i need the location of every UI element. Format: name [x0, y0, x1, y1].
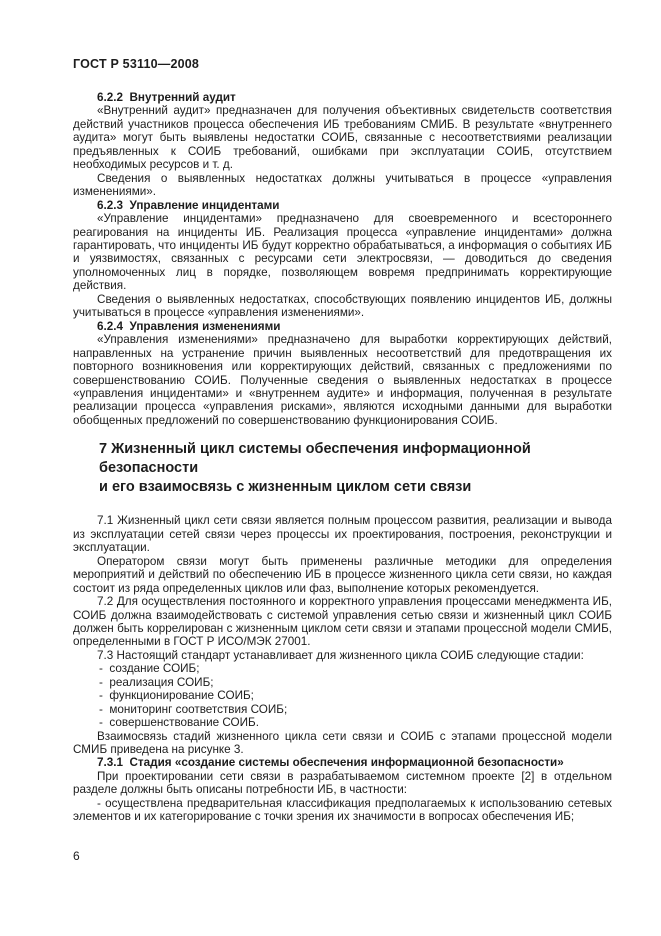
subsection-heading: 6.2.3 Управление инцидентами	[97, 198, 280, 212]
paragraph: Сведения о выявленных недостатках должны учитываться в процессе «управления изменениями».	[73, 171, 612, 199]
list-item: - реализация СОИБ;	[99, 675, 214, 689]
page-number: 6	[73, 849, 80, 863]
section-heading	[73, 440, 612, 497]
section-heading-line: 7 Жизненный цикл системы обеспечения информационной безопасности	[99, 441, 531, 477]
paragraph: «Управление инцидентами» предназначено для своевременного и всестороннего реагирования на инциденты ИБ. Реализация процесса «управление инцидентами» должна гарантировать, что инциденты ИБ будут корректно обрабатываться, а информация о событиях ИБ и уязвимостях, связанных с ресурсами сети электросвязи, — доводиться до сведения уполномоченных лиц в порядке, позволяющем вовремя предпринимать корректирующие действия.	[73, 212, 612, 293]
subsection-heading: 6.2.2 Внутренний аудит	[97, 91, 236, 104]
paragraph: - осуществлена предварительная классификация предполагаемых к использованию сетевых элементов и их категорирование с точки зрения их значимости в вопросах обеспечения ИБ;	[73, 796, 612, 824]
subsection-heading: 7.3.1 Стадия «создание системы обеспечения информационной безопасности»	[97, 756, 564, 770]
paragraph: «Управления изменениями» предназначено для выработки корректирующих действий, направленных на устранение причин выявленных несоответствий для предотвращения их повторного возникновения или корректирующих действий, связанных с предложениями по совершенствованию СОИБ. Полученные сведения о выявленных недостатках в процессе «управления инцидентами» и «внутреннем аудите» и информация, полученная в результате реализации процесса «управления рисками», являются исходными данными для выработки обобщенных предложений по совершенствованию функционирования СОИБ.	[73, 333, 612, 427]
subsection-heading: 6.2.4 Управления изменениями	[97, 319, 281, 333]
paragraph: Сведения о выявленных недостатках, способствующих появлению инцидентов ИБ, должны учитываться в процессе «управления изменениями».	[73, 292, 612, 320]
paragraph: «Внутренний аудит» предназначен для получения объективных свидетельств соответствия действий участников процесса обеспечения ИБ требованиям СМИБ. В результате «внутреннего аудита» могут быть выявлены недостатки СОИБ, связанные с несоответствиями реализации предъявленных к СОИБ требований, ошибками при эксплуатации СОИБ, отсутствием необходимых ресурсов и т. д.	[73, 104, 612, 172]
paragraph: Оператором связи могут быть применены различные методики для определения мероприятий и действий по обеспечению ИБ в процессе жизненного цикла сети связи, но каждая состоит из ряда определенных циклов или фаз, выполнение которых рекомендуется.	[73, 554, 612, 595]
paragraph: 7.2 Для осуществления постоянного и корректного управления процессами менеджмента ИБ, СОИБ должна взаимодействовать с системой управления сетью связи и жизненный цикл СОИБ должен быть коррелирован с жизненным циклом сети связи и этапами процессной модели СМИБ, определенными в ГОСТ Р ИСО/МЭК 27001.	[73, 595, 612, 649]
paragraph: 7.1 Жизненный цикл сети связи является полным процессом развития, реализации и вывода из эксплуатации сетей связи через процессы их проектирования, построения, реконструкции и эксплуатации.	[73, 514, 612, 555]
list-item: - мониторинг соответствия СОИБ;	[99, 702, 288, 716]
content	[73, 91, 612, 824]
list-item: - создание СОИБ;	[99, 662, 200, 676]
list-item: - функционирование СОИБ;	[99, 689, 254, 703]
section-heading-line: и его взаимосвязь с жизненным циклом сети связи	[99, 479, 472, 496]
running-header-document-code: ГОСТ Р 53110—2008	[73, 57, 200, 71]
paragraph: 7.3 Настоящий стандарт устанавливает для жизненного цикла СОИБ следующие стадии:	[97, 648, 584, 662]
paragraph: При проектировании сети связи в разрабатываемом системном проекте [2] в отдельном разделе должны быть описаны потребности ИБ, в частности:	[73, 769, 612, 797]
paragraph: Взаимосвязь стадий жизненного цикла сети связи и СОИБ с этапами процессной модели СМИБ приведена на рисунке 3.	[73, 729, 612, 757]
list-item: - совершенствование СОИБ.	[99, 716, 259, 730]
